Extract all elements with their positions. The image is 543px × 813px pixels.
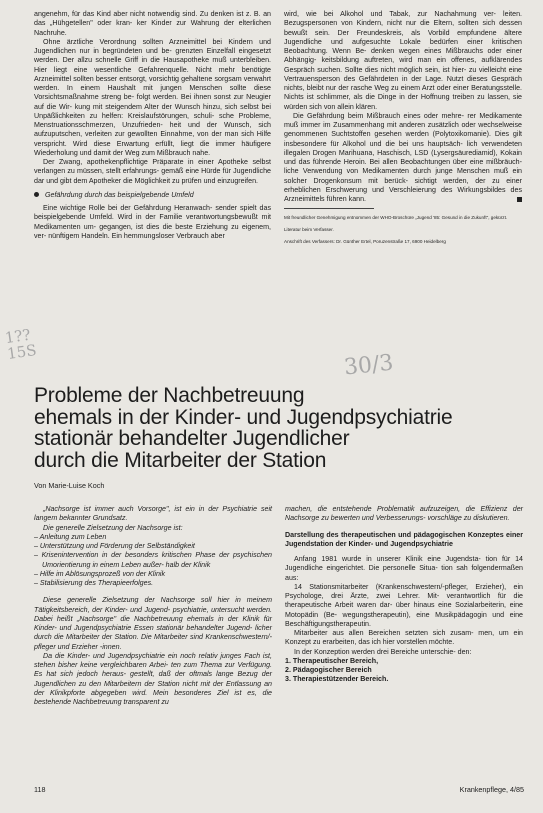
paragraph: In der Konzeption werden drei Bereiche unterschie- den: — [294, 647, 472, 656]
list-item: – Krisenintervention in der besonders kritischen Phase der psychischen Umorientierung in einem Leben außer- halb der Klinik — [34, 551, 272, 569]
handwritten-note-left: 1?? 15S — [3, 325, 38, 363]
paragraph: Der Zwang, apothekenpflichtige Präparate in einer Apotheke selbst verlangen zu müssen, stellt erfahrungs- gemäß eine Hürde für Jugendliche dar und gibt dem Apotheker die Möglichkeit zu prüfen und einzugreifen. — [34, 158, 271, 185]
paragraph: Die generelle Zielsetzung der Nachsorge ist: — [43, 523, 183, 532]
list-item: – Anleitung zum Leben — [34, 532, 107, 541]
title-line: ehemals in der Kinder- und Jugendpsychiatrie — [34, 405, 453, 429]
title-line: Probleme der Nachbetreuung — [34, 384, 305, 407]
end-mark-icon — [517, 197, 522, 202]
bullet-icon — [34, 192, 39, 197]
section-heading: Darstellung des therapeutischen und pädagogischen Konzeptes einer Jugendstation der Kinder- und Jugendpsychiatrie — [285, 530, 523, 548]
paragraph: Mitarbeiter aus allen Bereichen setzten sich zusam- men, um ein Konzept zu erarbeiten, das ich hier vorstellen möchte. — [285, 629, 523, 647]
list-item: – Stabilisierung des Therapieerfolges. — [34, 579, 154, 587]
list-item: – Unterstützung und Förderung der Selbständigkeit — [34, 542, 195, 550]
article-right-column — [285, 505, 523, 685]
continued-article-right-column — [284, 10, 522, 245]
goal-list — [34, 533, 272, 589]
journal-issue: Krankenpflege, 4/85 — [459, 785, 524, 794]
paragraph: 14 Stationsmitarbeiter (Krankenschwestern/-pfleger, Erzieher), ein Psychologe, drei Ärzte, zwei Lehrer. Mit- verantwortlich für die therapeutische Arbeit waren dar- über hinaus eine Sozialarbeiterin, eine Motopädin (Be- wegungstherapeutin), eine Musikpädagogin und eine Beschäftigungstherapeutin. — [285, 582, 523, 628]
paragraph: „Nachsorge ist immer auch Vorsorge", ist ein in der Psychiatrie seit langem bekannter Grundsatz. — [34, 505, 272, 523]
paragraph: machen, die entstehende Problematik aufzuzeigen, die Effizienz der Nachsorge zu bewerten und Verbesserungs- vorschläge zu diskutieren. — [285, 505, 523, 523]
paragraph: Da die Kinder- und Jugendpsychiatrie ein noch relativ junges Fach ist, stehen bisher keine vergleichbaren Arbei- ten zum Thema zur Verfügung. Es hat sich jedoch heraus- gestellt, daß der oftmals lange Bezug der Jugendlichen zu den Mitarbeitern der Station nicht mit der Entlassung an der Klinikpforte abgegeben wird. Mein besonderes Ziel ist es, die bestehende Nachbetreuung transparent zu — [34, 651, 272, 706]
article-left-column — [34, 505, 272, 707]
areas-list — [285, 657, 523, 685]
footnote: Literatur beim Verfasser. — [284, 227, 334, 233]
list-item: 3. Therapiestützender Bereich. — [285, 675, 389, 684]
title-line: stationär behandelter Jugendlicher — [34, 427, 350, 450]
list-item: 2. Pädagogischer Bereich — [285, 666, 372, 674]
continued-article-left-column — [34, 10, 271, 241]
footnote-divider — [284, 208, 374, 209]
bullet-heading: Gefährdung durch das beispielgebende Umfeld — [34, 191, 271, 200]
footnote-author-address: Anschrift des Verfassers: Dr. Günther Ertel, Poruzenstraße 17, 6900 Heidelberg — [284, 239, 446, 245]
list-item: – Hilfe im Ablösungsprozeß von der Klinik — [34, 569, 166, 578]
paragraph: Anfang 1981 wurde in unserer Klinik eine Jugendsta- tion für 14 Jugendliche eingerichtet. Die personelle Situa- tion sah folgendermaßen aus: — [285, 555, 523, 582]
paragraph: Eine wichtige Rolle bei der Gefährdung Heranwach- sender spielt das beispielgebende Umfeld. Wird in der Familie verantwortungsbewußt mit Medikamenten um- gegangen, ist dies die beste Erziehung zu eigenem, ver- nünftigem Handeln. Ein hemmungsloser Verbrauch aber — [34, 204, 271, 240]
article-title — [34, 385, 514, 471]
paragraph: Diese generelle Zielsetzung der Nachsorge soll hier in meinem Tätigkeitsbereich, der Kinder- und Jugend- psychiatrie, untersucht werden. Dabei heißt „Nachsorge" die Nachbetreuung ehemals in der Klinik für Kinder- und Jugendpsychiatrie Essen stationär behandelter Jugend- licher durch die Mitarbeiter der Station. Die Mitarbeiter sind Krankenschwestern/-pfleger und Erzieher -innen. — [34, 596, 272, 651]
paragraph: Die Gefährdung beim Mißbrauch eines oder mehre- rer Medikamente muß immer im Zusammenhang mit anderen zusätzlich oder wechselweise genommenen Suchtstoffen gesehen werden (Polytoxikomanie). Dies gilt insbesondere für Alkohol und die bei uns hauptsäch- lich verwendeten illegalen Drogen Marihuana, Haschisch, LSD (Lysergsäurediamid), Kokain und das führende Heroin. Bei allen Beobachtungen über eine mißbräuch- liche Verwendung von Medikamenten durch junge Menschen muß ein solcher Drogenkonsum mit berück- sichtigt werden, der zu einer erheblichen Erschwerung und Verschleierung des Wirkungsbildes des Arzneimittels führen kann. — [284, 111, 522, 203]
paragraph: Ohne ärztliche Verordnung sollten Arzneimittel bei Kindern und Jugendlichen nur in begründeten und be- grenzten Einzelfall eingesetzt werden. Der allzu schnelle Griff in die Hausapotheke muß unterbleiben. Hier liegt eine wesentliche Gefahrenquelle. Nicht mehr benötigte Arzneimittel sollten besser entsorgt, vorsichtig gehaltene sorgsam verwahrt werden. In einem Haushalt mit jungen Menschen sollte diese Vorsichtsmaßnahme streng be- folgt werden. Bei ihnen sonst zur Neugier auf die Wir- kung mit steigendem Alter der Wunsch hinzu, sich selbst bei Unpäßlichkeiten zu helfen: Kreislaufstörungen, schuli- sche Probleme, Menstruationsschmerzen, Unzufrieden- heit und der Wunsch, sich aufzuputschen, verleiten zur gewollten Einnahme, von der man sich Hilfe verspricht. Wird diese Erwartung erfüllt, liegt die immer häufigere Wiederholung und damit der Weg zum Mißbrauch nahe. — [34, 37, 271, 157]
list-item: 1. Therapeutischer Bereich, — [285, 656, 379, 665]
page-number: 118 — [34, 785, 46, 794]
author-byline: Von Marie-Luise Koch — [34, 481, 105, 490]
paragraph: angenehm, für das Kind aber nicht notwendig sind. Zu denken ist z. B. an das „Hühgetellen" oder kran- ker Kinder zur Wahrung der elterlichen Nachruhe. — [34, 10, 271, 37]
handwritten-note-right: 30/3 — [342, 350, 395, 381]
title-line: durch die Mitarbeiter der Station — [34, 448, 327, 472]
footnote: Mit freundlicher Genehmigung entnommen der WHO-Broschüre „Jugend '85: Gesund in die Zukunft", gekürzt. — [284, 215, 508, 221]
paragraph: wird, wie bei Alkohol und Tabak, zur Nachahmung ver- leiten. Bezugspersonen von Kindern, nicht nur die Eltern, sollten sich dessen bewußt sein. Der Freundeskreis, als Vorbild empfundene ältere Jugendliche und aufgesuchte Lokale bedürfen einer kritischen Beobachtung. Wenn Be- denken wegen eines Mißbrauchs oder einer Abhängig- keitsbildung auftreten, wird man ein offenes, aufklärendes Gespräch suchen. Sollte dies nicht möglich sein, ist hier- zu vielleicht eine Vertrauensperson des Gefährdeten in der Lage. Nutzt dieses Gespräch nichts, bleibt nur der rasche Weg zu einem Arzt oder einer Beratungsstelle. Nichts ist schlimmer, als die Dinge in der Hoffnung treiben zu lassen, sie würden sich von allein klären. — [284, 10, 522, 111]
